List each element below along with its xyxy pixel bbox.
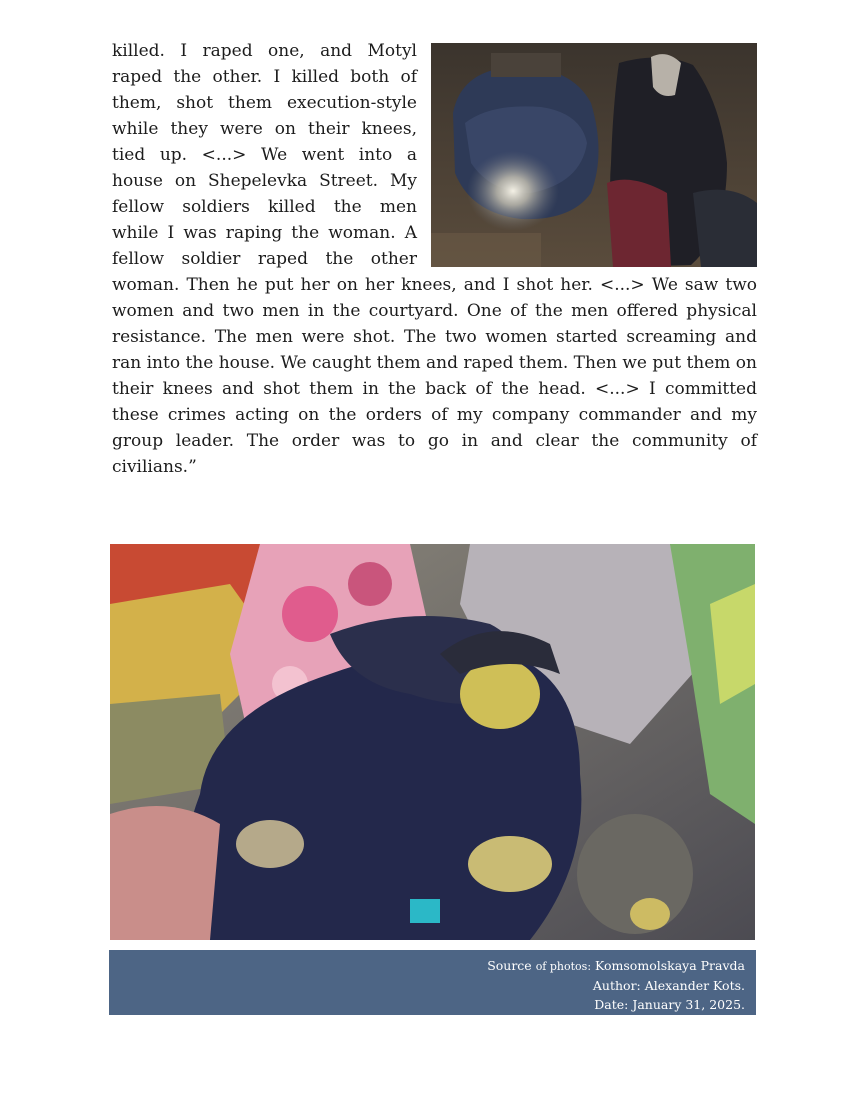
body-paragraph: killed. I raped one, and Motyl raped the other. I killed both of them, shot them execution-style while they were on their knees, tied up. <...> We went into a house on Shepelevka Street. My fellow soldiers killed the men while I was raping the woman. A fellow soldier raped the other woman. Then he put her on her knees, and I shot her. <...> We saw two women and two men in the courtyard. One of the men offered physical resistance. The men were shot. The two women started screaming and ran into the house. We caught them and raped them. Then we put them on their knees and shot them in the back of the head. <...> I committed these crimes acting on the orders of my company commander and my group leader. The order was to go in and clear the community of civilians.”	[112, 41, 757, 477]
caption-source-prefix: Source	[487, 958, 532, 973]
main-photo	[110, 544, 755, 940]
main-photo-image	[110, 544, 755, 940]
photo-caption-bar	[109, 950, 756, 1015]
caption-source-of: of photos:	[535, 960, 592, 973]
caption-source-line	[109, 956, 745, 976]
body-text-block	[112, 38, 757, 480]
caption-author: Author: Alexander Kots.	[592, 978, 745, 993]
inset-photo-image	[431, 43, 757, 267]
caption-date: Date: January 31, 2025.	[594, 997, 745, 1012]
caption-source-name: Komsomolskaya Pravda	[595, 958, 745, 973]
inset-photo	[431, 43, 757, 267]
